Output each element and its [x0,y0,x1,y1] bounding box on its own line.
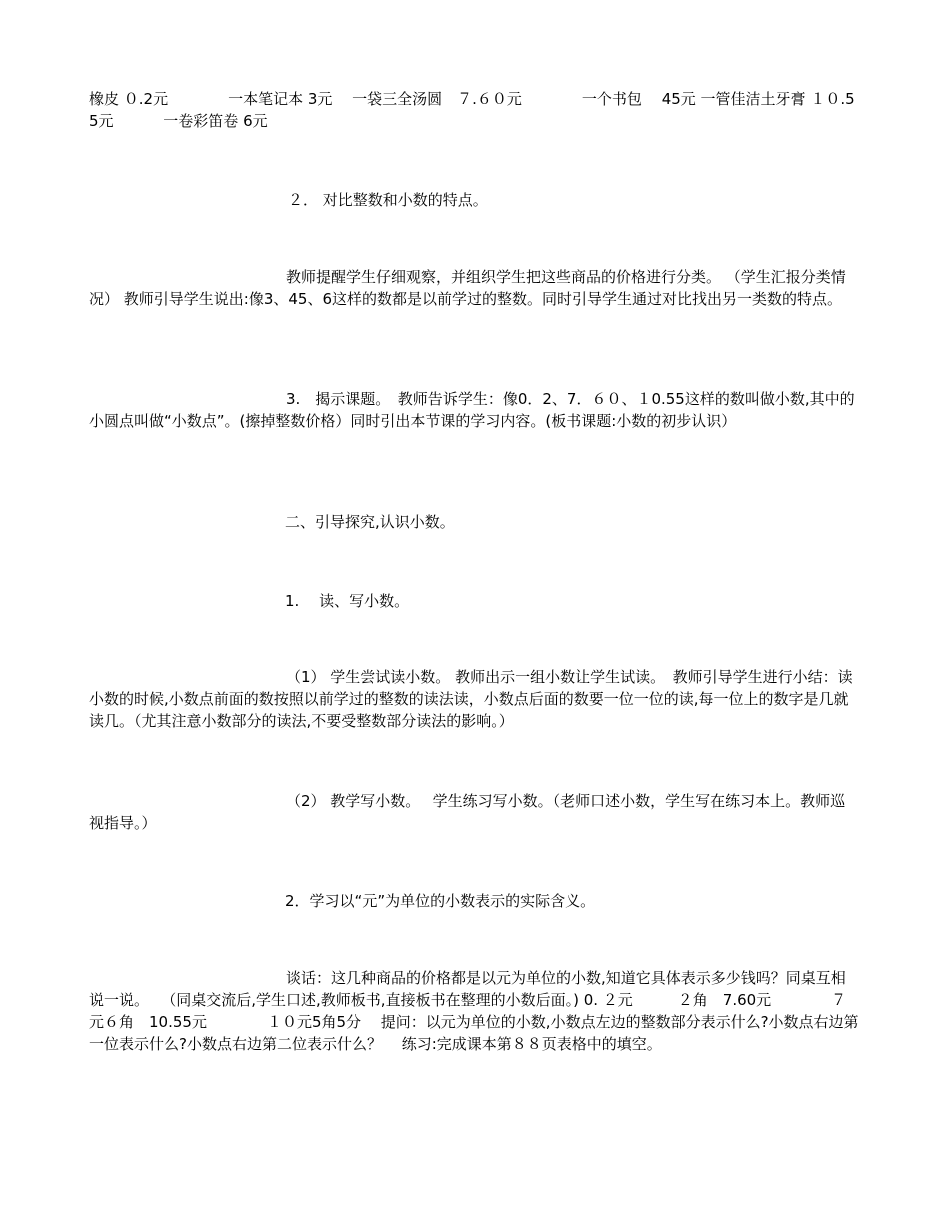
compare-paragraph: 教师提醒学生仔细观察，并组织学生把这些商品的价格进行分类。 （学生汇报分类情况） 教师引导学生说出:像3、45、6这样的数都是以前学过的整数。同时引导学生通过对比找出另一类数的特点。 [89,268,846,308]
write-decimals-paragraph: （2） 教学写小数。 学生练习写小数。（老师口述小数，学生写在练习本上。教师巡视指导。） [89,792,846,832]
section-two-heading: 二、引导探究,认识小数。 [285,513,455,531]
meaning-heading: 2．学习以“元”为单位的小数表示的实际含义。 [285,892,596,910]
read-decimals-paragraph: （1） 学生尝试读小数。 教师出示一组小数让学生试读。 教师引导学生进行小结：读小数的时候,小数点前面的数按照以前学过的整数的读法读，小数点后面的数要一位一位的读,每一位上的数字是几就读几。（尤其注意小数部分的读法,不要受整数部分读法的影响。） [89,668,853,730]
read-write-heading: 1. 读、写小数。 [285,592,410,610]
price-list-paragraph: 橡皮 ０.2元 一本笔记本 3元 一袋三全汤圆 ７.６０元 一个书包 45元 一管佳洁土牙膏 １０.55元 一卷彩笛卷 6元 [89,90,855,130]
reveal-topic-paragraph: 3. 揭示课题。 教师告诉学生：像0．2、7．６０、１0.55这样的数叫做小数,其中的小圆点叫做“小数点”。(擦掉整数价格）同时引出本节课的学习内容。(板书课题:小数的初步认识） [89,390,855,430]
talk-paragraph: 谈话：这几种商品的价格都是以元为单位的小数,知道它具体表示多少钱吗？同桌互相说一说。 （同桌交流后,学生口述,教师板书,直接板书在整理的小数后面。) 0. ２元 ２角 7.60元 ７元６角 10.55元 １０元5角5分 提问：以元为单位的小数,小数点左边的整数部分表示什么?小数点右边第一位表示什么?小数点右边第二位表示什么？ 练习:完成课本第８８页表格中的填空。 [89,969,859,1053]
compare-heading: ２． 对比整数和小数的特点。 [288,191,488,209]
